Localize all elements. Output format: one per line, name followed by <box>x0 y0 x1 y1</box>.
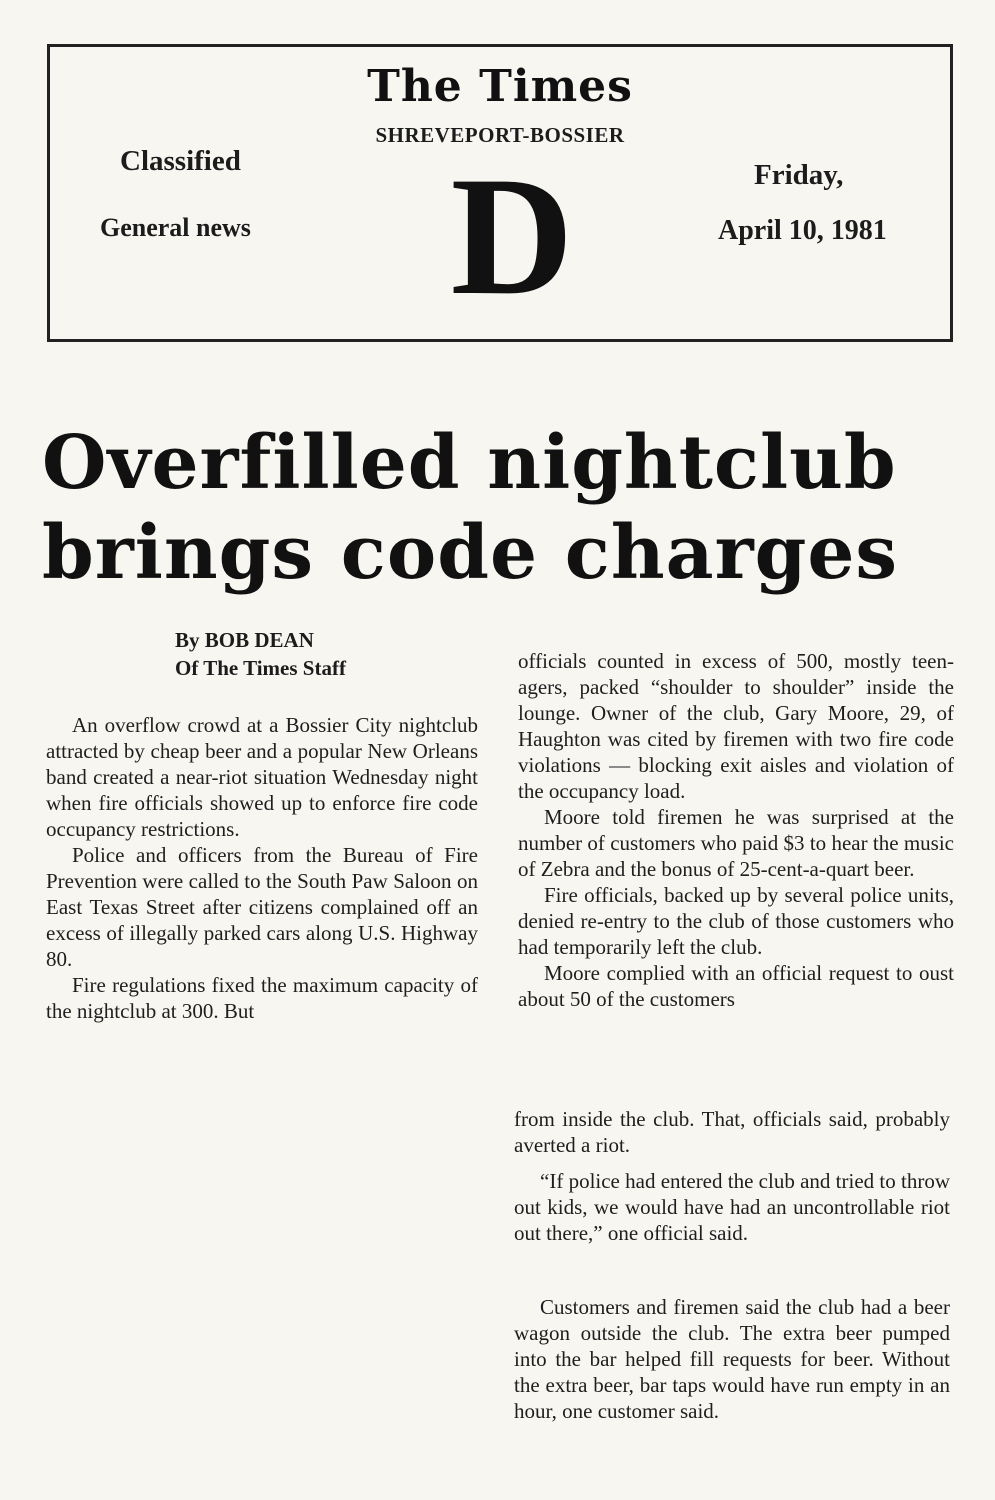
byline <box>175 626 346 682</box>
masthead-box <box>47 44 953 342</box>
paragraph: Police and officers from the Bureau of Fire Prevention were called to the South Paw Saloon on East Texas Street after citizens complained off an excess of illegally parked cars along U.S. Highway 80. <box>46 843 478 971</box>
article-headline <box>42 418 962 598</box>
paragraph-continued: from inside the club. That, officials said, probably averted a riot. <box>514 1107 950 1157</box>
paragraph-continued: officials counted in excess of 500, mostly teen-agers, packed “shoulder to shoulder” inside the lounge. Owner of the club, Gary Moore, 29, of Haughton was cited by firemen with two fire code violations — blocking exit aisles and violation of the occupancy load. <box>518 649 954 803</box>
section-label-general-news: General news <box>100 213 251 242</box>
newspaper-title: The Times <box>367 61 633 112</box>
newspaper-subtitle: SHREVEPORT-BOSSIER <box>375 123 625 147</box>
article-column-2-lower <box>514 1106 950 1246</box>
paragraph: Fire officials, backed up by several police units, denied re-entry to the club of those customers who had temporarily left the club. <box>518 883 954 959</box>
paragraph: “If police had entered the club and tried to throw out kids, we would have had an uncontrollable riot out there,” one official said. <box>514 1169 950 1245</box>
article-column-1 <box>46 712 478 1024</box>
publication-weekday: Friday, <box>754 159 844 191</box>
publication-date: April 10, 1981 <box>718 215 887 246</box>
section-label-classified: Classified <box>120 145 241 177</box>
headline-line-1: Overfilled nightclub <box>42 420 897 506</box>
paragraph: Moore told firemen he was surprised at the number of customers who paid $3 to hear the music of Zebra and the bonus of 25-cent-a-quart beer. <box>518 805 954 881</box>
headline-line-2: brings code charges <box>42 510 899 596</box>
article-column-2 <box>518 648 954 1012</box>
paragraph: Fire regulations fixed the maximum capacity of the nightclub at 300. But <box>46 973 478 1023</box>
byline-author: By BOB DEAN <box>175 628 314 652</box>
byline-staff: Of The Times Staff <box>175 656 346 680</box>
article-column-2-bottom <box>514 1294 950 1424</box>
section-letter: D <box>450 142 574 330</box>
paragraph: Moore complied with an official request to oust about 50 of the customers <box>518 961 954 1011</box>
paragraph: An overflow crowd at a Bossier City nightclub attracted by cheap beer and a popular New Orleans band created a near-riot situation Wednesday night when fire officials showed up to enforce fire code occupancy restrictions. <box>46 713 478 841</box>
paragraph: Customers and firemen said the club had a beer wagon outside the club. The extra beer pumped into the bar helped fill requests for beer. Without the extra beer, bar taps would have run empty in an hour, one customer said. <box>514 1295 950 1423</box>
